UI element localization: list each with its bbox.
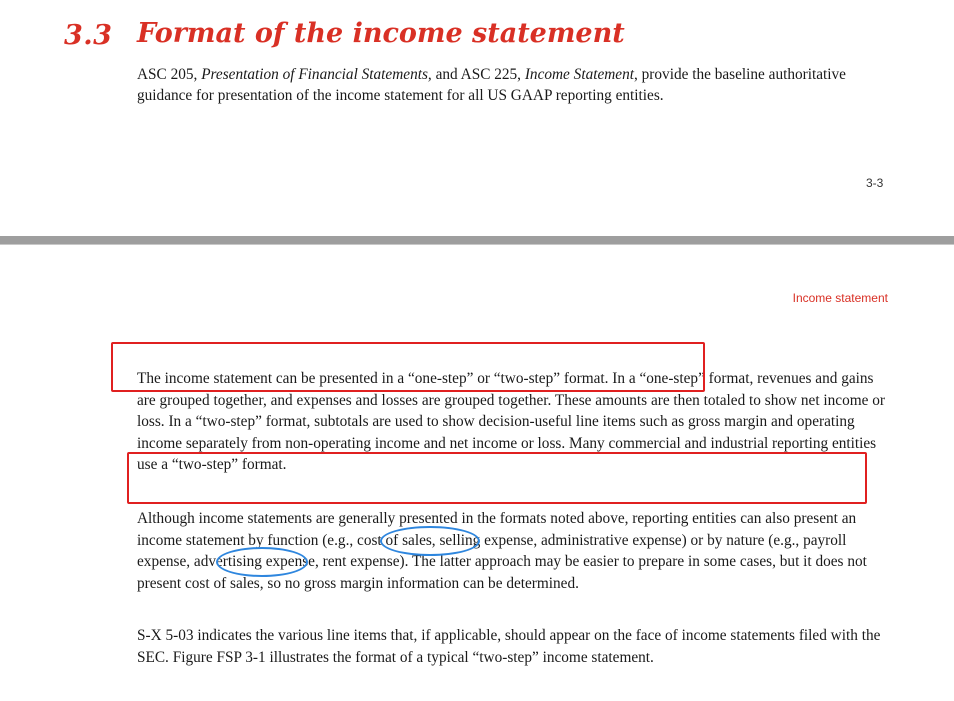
highlight-box-one-two-step xyxy=(111,342,705,392)
section-title: Format of the income statement xyxy=(137,18,625,49)
intro-text: and ASC 225, xyxy=(431,66,525,83)
circle-by-nature xyxy=(216,547,308,577)
paragraph-format: The income statement can be presented in a “one-step” or “two-step” format. In a “one-step” format, revenues and gains are grouped together, and expenses and losses are grouped together. These amounts are then totaled to show net income or loss. In a “two-step” format, subtotals are used to show decision-useful line items such as gross margin and operating income separately from non-operating income and net income or loss. Many commercial and industrial reporting entities use a “two-step” format. xyxy=(137,370,885,473)
intro-text: ASC 205, xyxy=(137,66,202,83)
page-3-3 xyxy=(0,0,954,236)
circle-by-function xyxy=(380,526,480,556)
section-number: 3.3 xyxy=(64,20,113,51)
paragraph-sx-503: S-X 5-03 indicates the various line items that, if applicable, should appear on the face of income statements filed with the SEC. Figure FSP 3-1 illustrates the format of a typical “two-step” income statement. xyxy=(137,627,881,666)
intro-paragraph xyxy=(137,64,897,106)
page-separator xyxy=(0,236,954,244)
page-3-4 xyxy=(0,245,954,701)
intro-ref-presentation: Presentation of Financial Statements, xyxy=(201,66,432,83)
paragraph-function-nature: Although income statements are generally presented in the formats noted above, reporting entities can also present an income statement by function (e.g., cost of sales, selling expense, administrative expense) or by nature (e.g., payroll expense, advertising expense, rent expense). The latter approach may be easier to prepare in some cases, but it does not present cost of sales, so no gross margin information can be determined. xyxy=(137,510,867,592)
page-number: 3-3 xyxy=(866,176,884,190)
intro-ref-income-statement: Income Statement xyxy=(524,66,634,83)
highlight-box-two-step-users xyxy=(127,452,867,504)
running-header: Income statement xyxy=(792,291,888,305)
intro-text: , provide the baseline authoritative guidance for presentation of the income statement for all US GAAP reporting entities. xyxy=(137,66,846,104)
